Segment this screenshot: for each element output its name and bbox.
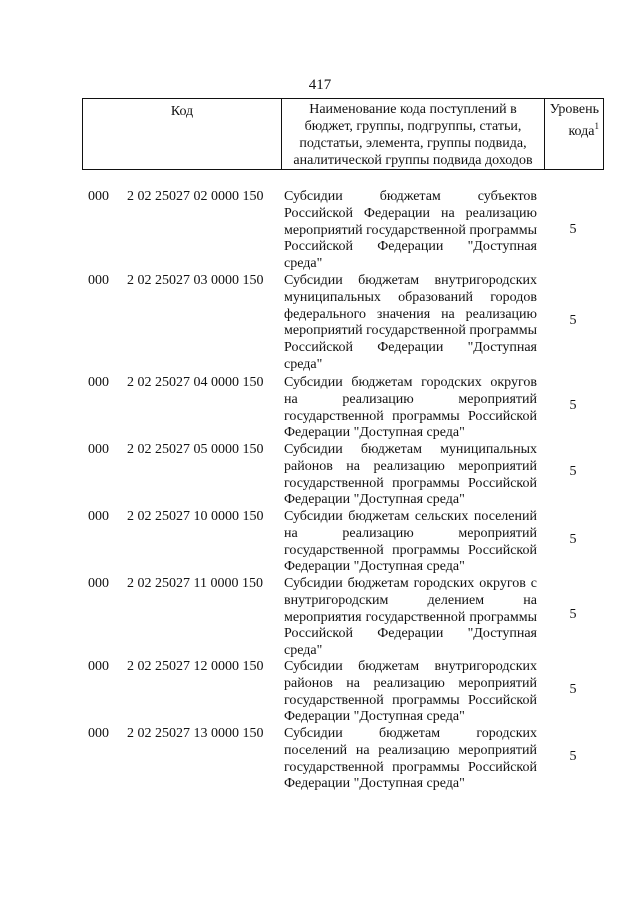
row-name: Субсидии бюджетам городских поселений на реализацию мероприятий государственной программы Российской Федерации "Доступная среда" [284, 726, 537, 792]
row-level: 5 [569, 532, 577, 547]
row-code: 2 02 25027 12 0000 150 [127, 659, 264, 674]
row-level: 5 [569, 607, 577, 622]
row-name: Субсидии бюджетам городских округов на реализацию мероприятий государственной программы Российской Федерации "Доступная среда" [284, 375, 537, 441]
row-code: 2 02 25027 02 0000 150 [127, 189, 264, 204]
header-code: Код [83, 99, 282, 170]
row-code: 2 02 25027 03 0000 150 [127, 273, 264, 288]
row-level: 5 [569, 313, 577, 328]
row-level: 5 [569, 682, 577, 697]
row-name: Субсидии бюджетам внутригородских районов на реализацию мероприятий государственной программы Российской Федерации "Доступная среда" [284, 659, 537, 725]
row-level: 5 [569, 464, 577, 479]
row-prefix: 000 [88, 273, 109, 288]
header-name: Наименование кода поступлений в бюджет, группы, подгруппы, статьи, подстатьи, элемента, группы подвида, аналитической группы подвида доходов [282, 99, 545, 170]
row-code: 2 02 25027 05 0000 150 [127, 442, 264, 457]
row-code: 2 02 25027 13 0000 150 [127, 726, 264, 741]
row-name: Субсидии бюджетам сельских поселений на реализацию мероприятий государственной программы Российской Федерации "Доступная среда" [284, 509, 537, 575]
row-level: 5 [569, 222, 577, 237]
row-code: 2 02 25027 10 0000 150 [127, 509, 264, 524]
row-name: Субсидии бюджетам муниципальных районов на реализацию мероприятий государственной программы Российской Федерации "Доступная среда" [284, 442, 537, 508]
row-name: Субсидии бюджетам городских округов с внутригородским делением на мероприятия государственной программы Российской Федерации "Доступная среда" [284, 576, 537, 659]
row-name: Субсидии бюджетам внутригородских муниципальных образований городов федерального значения на реализацию мероприятий государственной программы Российской Федерации "Доступная среда" [284, 273, 537, 372]
footnote-marker: 1 [594, 121, 599, 131]
row-code: 2 02 25027 11 0000 150 [127, 576, 263, 591]
row-prefix: 000 [88, 576, 109, 591]
header-level-label: Уровень кода [549, 102, 599, 139]
row-code: 2 02 25027 04 0000 150 [127, 375, 264, 390]
row-level: 5 [569, 398, 577, 413]
row-prefix: 000 [88, 509, 109, 524]
row-prefix: 000 [88, 659, 109, 674]
page-number: 417 [308, 77, 332, 93]
row-name: Субсидии бюджетам субъектов Российской Федерации на реализацию мероприятий государственной программы Российской Федерации "Доступная среда" [284, 189, 537, 272]
row-prefix: 000 [88, 442, 109, 457]
row-prefix: 000 [88, 726, 109, 741]
row-prefix: 000 [88, 189, 109, 204]
row-level: 5 [569, 749, 577, 764]
row-prefix: 000 [88, 375, 109, 390]
